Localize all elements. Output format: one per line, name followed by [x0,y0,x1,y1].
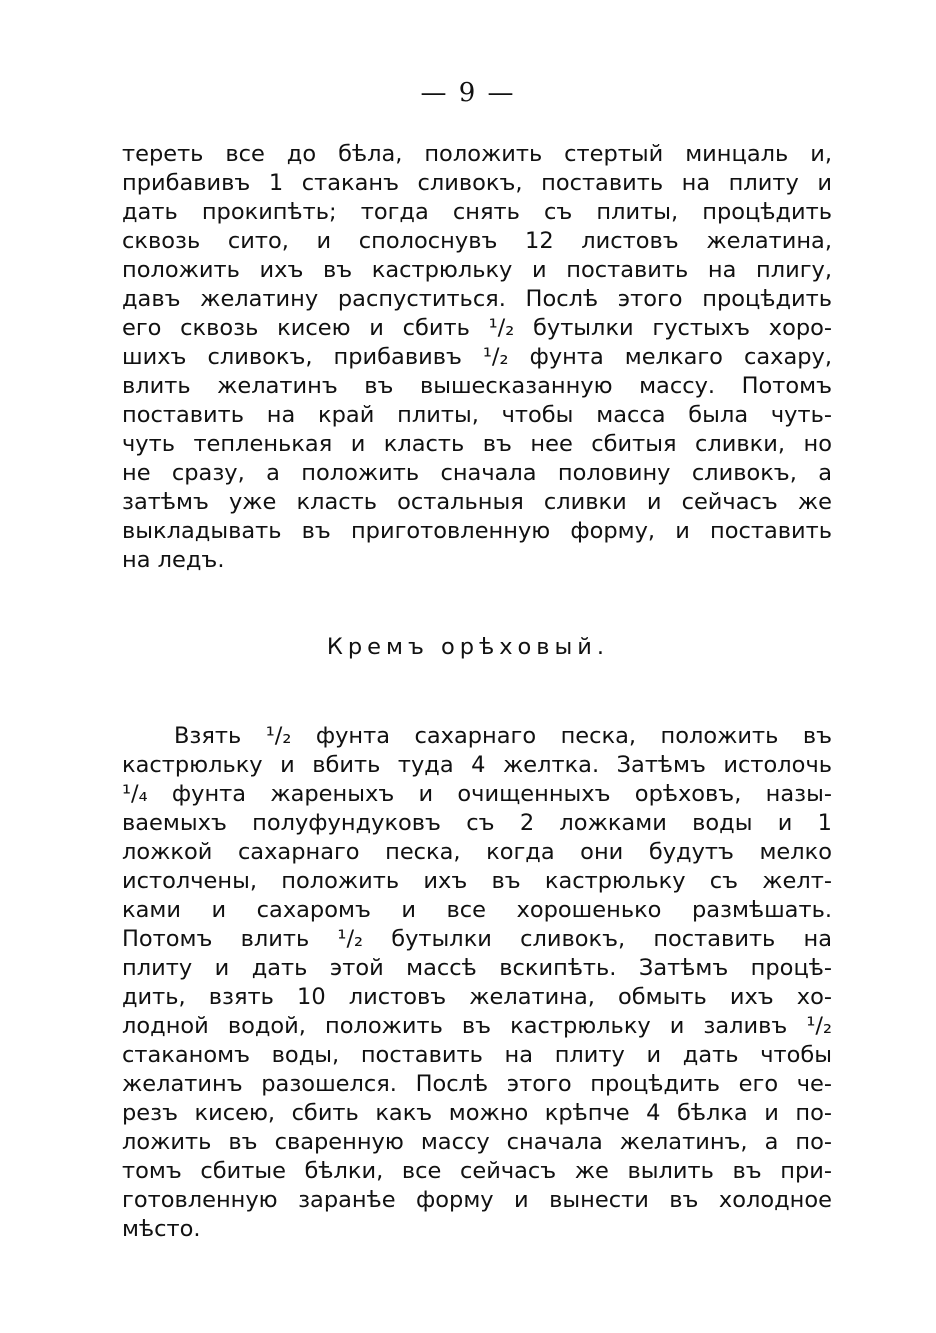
text-line: прибавивъ 1 стаканъ сливокъ, поставить на плиту и [122,170,832,196]
text-line: ками и сахаромъ и все хорошенько размѣшать. [122,897,832,923]
text-line: резъ кисею, сбить какъ можно крѣпче 4 бѣлка и по- [122,1100,832,1126]
text-line: кастрюльку и вбить туда 4 желтка. Затѣмъ истолочь [122,752,832,778]
text-line: дить, взять 10 листовъ желатина, обмыть ихъ хо- [122,984,832,1010]
text-line: положить ихъ въ кастрюльку и поставить на плигу, [122,257,832,283]
text-line: на ледъ. [122,547,225,573]
text-line: лодной водой, положить въ кастрюльку и заливъ ¹/₂ [122,1013,832,1039]
text-line: влить желатинъ въ вышесказанную массу. Потомъ [122,373,832,399]
text-line: истолчены, положить ихъ въ кастрюльку съ желт- [122,868,832,894]
paragraph-continued [122,140,832,575]
text-line: ложить въ сваренную массу сначала желатинъ, а по- [122,1129,832,1155]
text-line: не сразу, а положить сначала половину сливокъ, а [122,460,832,486]
text-line: Взять ¹/₂ фунта сахарнаго песка, положить въ [174,723,832,749]
text-line: Потомъ влить ¹/₂ бутылки сливокъ, поставить на [122,926,832,952]
text-line: тереть все до бѣла, положить стертый минцаль и, [122,141,832,167]
text-line: ¹/₄ фунта жареныхъ и очищенныхъ орѣховъ, назы- [122,781,832,807]
text-line: шихъ сливокъ, прибавивъ ¹/₂ фунта мелкаго сахару, [122,344,832,370]
text-line: желатинъ разошелся. Послѣ этого процѣдить его че- [122,1071,832,1097]
text-line: плиту и дать этой массѣ вскипѣть. Затѣмъ процѣ- [122,955,832,981]
text-line: его сквозь кисею и сбить ¹/₂ бутылки густыхъ хоро- [122,315,832,341]
text-line: ваемыхъ полуфундуковъ съ 2 ложками воды и 1 [122,810,832,836]
text-line: давъ желатину распуститься. Послѣ этого процѣдить [122,286,832,312]
text-line: ложкой сахарнаго песка, когда они будутъ мелко [122,839,832,865]
text-line: мѣсто. [122,1216,201,1242]
text-line: затѣмъ уже класть остальныя сливки и сейчасъ же [122,489,832,515]
section-heading: Кремъ орѣховый. [326,634,610,660]
page-number: — 9 — [420,78,516,108]
text-line: готовленную заранѣе форму и вынести въ холодное [122,1187,832,1213]
text-line: томъ сбитые бѣлки, все сейчасъ же вылить въ при- [122,1158,832,1184]
paragraph-recipe [122,722,832,1244]
text-line: стаканомъ воды, поставить на плиту и дать чтобы [122,1042,832,1068]
text-line: выкладывать въ приготовленную форму, и поставить [122,518,832,544]
text-line: чуть тепленькая и класть въ нее сбитыя сливки, но [122,431,832,457]
text-line: сквозь сито, и сполоснувъ 12 листовъ желатина, [122,228,832,254]
text-line: поставить на край плиты, чтобы масса была чуть- [122,402,832,428]
text-line: дать прокипѣть; тогда снять съ плиты, процѣдить [122,199,832,225]
